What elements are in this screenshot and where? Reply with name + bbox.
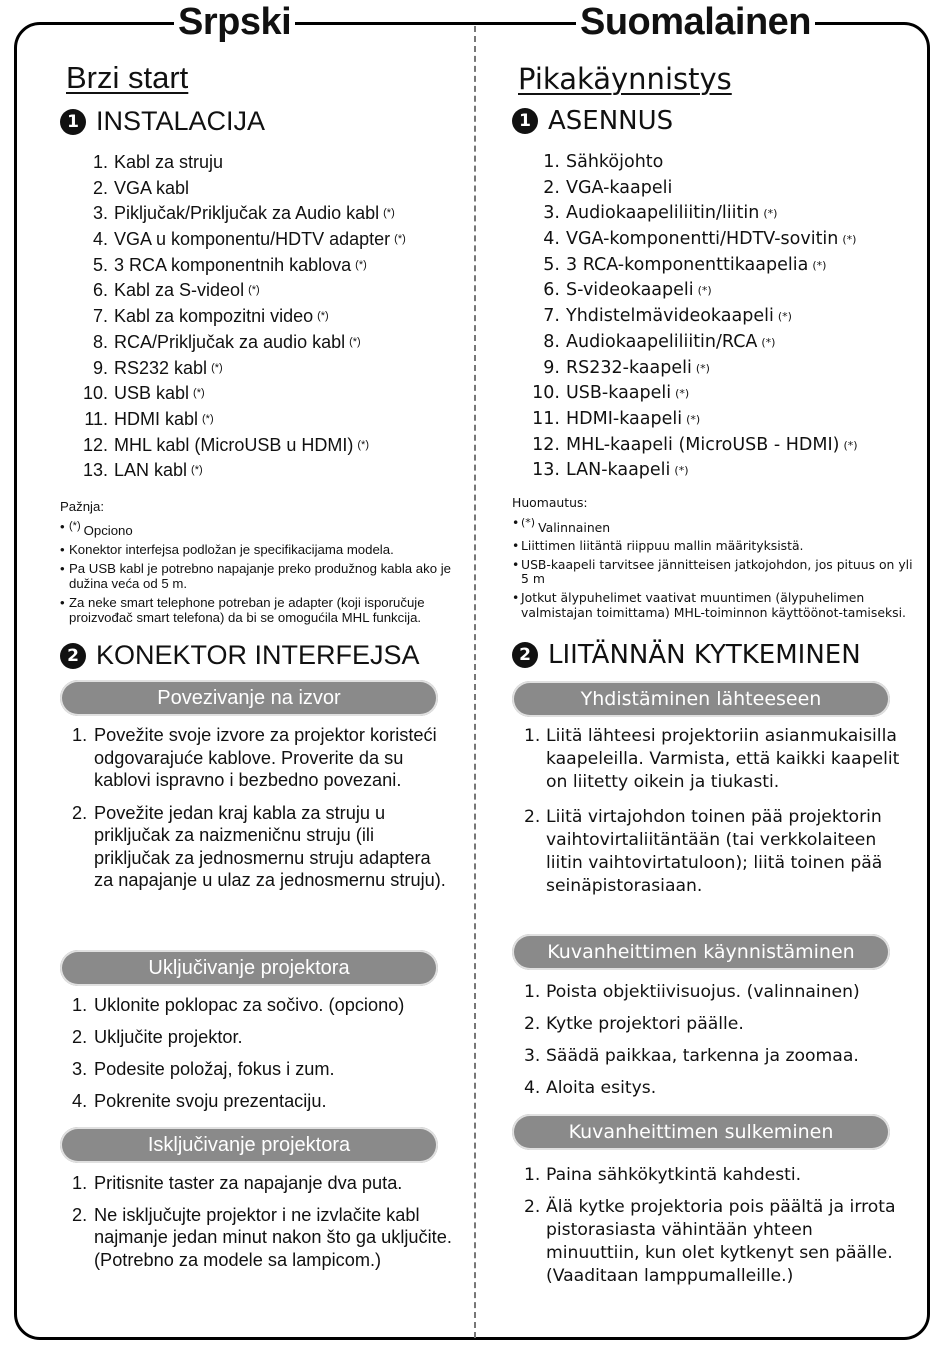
optional-marker: (*): [697, 284, 712, 298]
item-number: 7.: [92, 306, 108, 327]
step-item: [72, 724, 452, 792]
optional-marker: (*): [763, 207, 778, 221]
language-title-finnish: Suomalainen: [576, 0, 815, 44]
item-label: Kabl za struju: [114, 152, 224, 172]
optional-marker: (*): [812, 258, 827, 272]
note-item: [60, 519, 470, 538]
optional-marker: (*): [394, 233, 406, 246]
item-label: Audiokaapeliliitin/RCA: [566, 331, 758, 352]
note-text: Valinnainen: [538, 519, 611, 535]
note-item: [60, 595, 470, 625]
item-number: 2.: [543, 177, 560, 198]
step-item: [524, 1196, 904, 1288]
item-label: VGA u komponentu/HDTV adapter: [114, 229, 391, 250]
cable-item: [72, 176, 406, 202]
cable-item: [72, 433, 406, 459]
item-number: 4.: [92, 229, 108, 250]
bullet: •: [512, 514, 520, 530]
item-number: 9.: [543, 357, 560, 378]
item-number: 10.: [82, 383, 108, 404]
item-label: HDMI kabl: [114, 408, 199, 429]
optional-marker: (*): [686, 412, 701, 426]
section-interface-heading: [60, 640, 420, 671]
step-text: Pritisnite taster za napajanje dva puta.: [94, 1173, 403, 1193]
item-number: 2.: [92, 177, 108, 198]
optional-marker: (*): [777, 310, 792, 324]
step-item: [72, 994, 452, 1017]
power-off-pill: Kuvanheittimen sulkeminen: [512, 1114, 890, 1150]
item-label: RCA/Priključak za audio kabl: [114, 331, 346, 352]
connect-steps: [72, 724, 452, 892]
section-title: INSTALACIJA: [96, 106, 266, 136]
item-label: VGA-kaapeli: [566, 177, 673, 198]
item-label: Piključak/Priključak za Audio kabl: [114, 203, 380, 224]
step-number: 2.: [72, 1204, 88, 1225]
step-number: 4.: [72, 1091, 88, 1111]
item-label: VGA-komponentti/HDTV-sovitin: [566, 229, 839, 250]
step-item: [524, 1164, 904, 1187]
step-item: [524, 1045, 904, 1068]
step-text: Uklonite poklopac za sočivo. (opciono): [94, 995, 405, 1015]
item-number: 5.: [92, 254, 108, 275]
optional-marker: (*): [193, 387, 205, 400]
connect-source-pill: Yhdistäminen lähteeseen: [512, 681, 890, 717]
item-number: 3.: [92, 203, 108, 224]
power-on-pill: Uključivanje projektora: [60, 950, 438, 986]
bullet: •: [60, 542, 65, 557]
item-label: Sähköjohto: [566, 152, 664, 172]
power-on-pill: Kuvanheittimen käynnistäminen: [512, 934, 890, 970]
item-number: 13.: [82, 460, 108, 481]
item-label: LAN kabl: [114, 460, 188, 481]
item-label: 3 RCA-komponenttikaapelia: [566, 254, 809, 275]
optional-marker: (*): [383, 207, 395, 220]
step-text: Säädä paikkaa, tarkenna ja zoomaa.: [546, 1046, 859, 1066]
item-label: HDMI-kaapeli: [566, 408, 683, 429]
cable-item: [72, 356, 406, 382]
section-title: KONEKTOR INTERFEJSA: [96, 640, 420, 670]
optional-marker: (*): [355, 258, 367, 271]
note-text: Za neke smart telephone potreban je adapter (koji isporučuje proizvođač smart telefona) da bi se omogućila MHL funkcija.: [69, 595, 425, 625]
item-number: 9.: [92, 357, 108, 378]
bullet: •: [60, 595, 65, 610]
cable-list: [72, 150, 406, 484]
cable-item: [72, 330, 406, 356]
step-text: Paina sähkökytkintä kahdesti.: [546, 1165, 802, 1185]
cable-item: [72, 278, 406, 304]
note-item: [60, 561, 470, 591]
optional-marker: (*): [675, 387, 690, 401]
item-number: 11.: [532, 408, 560, 429]
item-label: USB kabl: [114, 383, 190, 404]
connect-source-pill: Povezivanje na izvor: [60, 680, 438, 716]
optional-marker: (*): [317, 310, 329, 323]
item-label: MHL-kaapeli (MicroUSB - HDMI): [566, 434, 840, 455]
notes-block: [60, 499, 470, 629]
step-number: 2.: [524, 1197, 541, 1217]
item-label: VGA kabl: [114, 177, 190, 198]
step-text: Liitä virtajohdon toinen pää projektorin vaihtovirtaliitäntään (tai verkkolaiteen liitin vaihtovirtatuloon); liitä toinen pää seinäpistorasiaan.: [546, 807, 883, 896]
note-text: Liittimen liitäntä riippuu mallin määrityksistä.: [521, 538, 804, 554]
step-item: [72, 1090, 452, 1113]
step-number: 2.: [524, 807, 541, 827]
bullet: •: [512, 589, 520, 605]
item-label: USB-kaapeli: [566, 383, 672, 404]
cable-item: [72, 458, 406, 484]
step-number: 3.: [72, 1059, 88, 1079]
notes-heading: Huomautus:: [512, 495, 588, 510]
item-number: 8.: [92, 331, 108, 352]
bullet: •: [512, 538, 520, 554]
optional-marker: (*): [69, 520, 81, 532]
step-item: [524, 725, 904, 794]
column-divider: [474, 26, 476, 1338]
power-on-steps: [524, 981, 904, 1100]
step-text: Povežite svoje izvore za projektor koristeći odgovarajuće kablove. Proverite da su kablovi ispravno i bezbedno povezani.: [94, 725, 437, 790]
note-text: Jotkut älypuhelimet vaativat muuntimen (älypuhelimen valmistajan toimittama) MHL-toiminnon käyttöönot-tamiseksi.: [521, 589, 906, 620]
cable-item: [72, 407, 406, 433]
optional-marker: (*): [349, 335, 361, 348]
item-number: 5.: [543, 254, 560, 275]
bullet: •: [512, 556, 520, 572]
cable-item: [72, 304, 406, 330]
step-number: 3.: [524, 1046, 541, 1066]
notes-block: [512, 496, 916, 624]
section-title: LIITÄNNÄN KYTKEMINEN: [548, 640, 861, 670]
step-text: Povežite jedan kraj kabla za struju u priključak za naizmeničnu struju (ili priključak za jednosmernu struju adaptera za napajanje u ulaz za jednosmernu struju).: [94, 802, 446, 890]
item-number: 13.: [532, 460, 560, 481]
section-installation-heading: [512, 106, 673, 136]
cable-item: [524, 201, 858, 227]
step-text: Pokrenite svoju prezentaciju.: [94, 1091, 327, 1111]
item-number: 12.: [532, 434, 560, 455]
item-label: LAN-kaapeli: [566, 460, 671, 481]
notes-list: [512, 516, 916, 621]
step-text: Uključite projektor.: [94, 1027, 243, 1047]
optional-marker: (*): [521, 515, 536, 529]
connect-steps: [524, 725, 904, 898]
cable-item: [524, 278, 858, 304]
cable-item: [524, 381, 858, 407]
step-number: 1.: [524, 982, 541, 1002]
step-text: Podesite položaj, fokus i zum.: [94, 1059, 335, 1079]
optional-marker: (*): [191, 464, 203, 477]
cable-item: [72, 253, 406, 279]
item-label: S-videokaapeli: [566, 280, 694, 301]
section-installation-heading: [60, 106, 265, 137]
step-number: 1.: [72, 1173, 88, 1193]
step-number: 2.: [524, 1014, 541, 1034]
bullet: •: [60, 561, 65, 576]
optional-marker: (*): [202, 412, 214, 425]
section-number-badge: 1: [512, 108, 538, 134]
step-text: Liitä lähteesi projektoriin asianmukaisilla kaapeleilla. Varmista, että kaikki kaapelit on liitetty oikein ja tiukasti.: [546, 726, 900, 792]
step-item: [524, 1077, 904, 1100]
section-number-badge: 1: [60, 109, 86, 135]
cable-item: [72, 150, 406, 176]
note-text: Konektor interfejsa podložan je specifikacijama modela.: [69, 542, 394, 557]
step-number: 2.: [72, 802, 88, 823]
step-number: 1.: [72, 725, 88, 745]
optional-marker: (*): [674, 464, 689, 478]
note-item: [512, 558, 916, 587]
optional-marker: (*): [248, 284, 260, 297]
optional-marker: (*): [761, 335, 776, 349]
item-label: MHL kabl (MicroUSB u HDMI): [114, 434, 354, 455]
item-number: 1.: [92, 152, 108, 172]
item-number: 8.: [543, 331, 560, 352]
power-off-steps: [72, 1172, 452, 1271]
item-label: Kabl za kompozitni video: [114, 306, 314, 327]
notes-heading: Pažnja:: [60, 499, 104, 514]
step-item: [524, 981, 904, 1004]
cable-item: [524, 176, 858, 202]
optional-marker: (*): [211, 361, 223, 374]
cable-item: [72, 227, 406, 253]
step-number: 1.: [524, 726, 541, 746]
note-item: [512, 516, 916, 536]
step-text: Kytke projektori päälle.: [546, 1014, 744, 1034]
optional-marker: (*): [695, 361, 710, 375]
step-item: [72, 1026, 452, 1049]
optional-marker: (*): [357, 438, 369, 451]
cable-item: [72, 381, 406, 407]
cable-item: [524, 407, 858, 433]
item-number: 6.: [92, 280, 108, 301]
power-off-pill: Isključivanje projektora: [60, 1127, 438, 1163]
cable-item: [524, 253, 858, 279]
step-item: [524, 1013, 904, 1036]
item-number: 11.: [84, 408, 108, 429]
cable-item: [524, 227, 858, 253]
section-number-badge: 2: [512, 642, 538, 668]
section-interface-heading: [512, 640, 861, 670]
section-number-badge: 2: [60, 643, 86, 669]
item-number: 10.: [532, 383, 560, 404]
power-off-steps: [524, 1164, 904, 1288]
step-item: [72, 1204, 452, 1272]
item-number: 3.: [543, 203, 560, 224]
step-number: 1.: [524, 1165, 541, 1185]
notes-list: [60, 519, 470, 625]
step-text: Poista objektiivisuojus. (valinnainen): [546, 982, 860, 1002]
cable-item: [524, 433, 858, 459]
item-label: Yhdistelmävideokaapeli: [566, 306, 774, 327]
item-label: RS232-kaapeli: [566, 357, 692, 378]
step-number: 4.: [524, 1078, 541, 1098]
item-number: 1.: [543, 152, 560, 172]
cable-item: [524, 150, 858, 176]
step-item: [72, 1058, 452, 1081]
step-item: [72, 802, 452, 892]
step-text: Aloita esitys.: [546, 1078, 657, 1098]
note-item: [512, 591, 916, 620]
note-text: Pa USB kabl je potrebno napajanje preko produžnog kabla ako je dužina veća od 5 m.: [69, 561, 451, 591]
item-number: 7.: [543, 306, 560, 327]
cable-item: [72, 201, 406, 227]
note-item: [60, 542, 470, 557]
optional-marker: (*): [842, 233, 857, 247]
note-text: USB-kaapeli tarvitsee jännitteisen jatkojohdon, jos pituus on yli 5 m: [521, 556, 913, 587]
item-label: Kabl za S-videol: [114, 280, 245, 301]
cable-item: [524, 458, 858, 484]
optional-marker: (*): [843, 438, 858, 452]
item-number: 6.: [543, 280, 560, 301]
step-text: Älä kytke projektoria pois päältä ja irrota pistorasiasta vähintään yhteen minuuttiin, kun olet kytkenyt sen päälle. (Vaaditaan lamppumalleille.): [546, 1197, 896, 1286]
cable-list: [524, 150, 858, 484]
note-text: Opciono: [83, 523, 133, 538]
item-label: 3 RCA komponentnih kablova: [114, 254, 352, 275]
step-item: [72, 1172, 452, 1195]
item-label: RS232 kabl: [114, 357, 208, 378]
cable-item: [524, 356, 858, 382]
bullet: •: [60, 519, 65, 534]
quick-start-heading: Pikakäynnistys: [518, 62, 732, 96]
cable-item: [524, 304, 858, 330]
item-label: Audiokaapeliliitin/liitin: [566, 203, 760, 224]
step-number: 1.: [72, 995, 88, 1015]
section-title: ASENNUS: [548, 106, 674, 136]
note-item: [512, 539, 916, 554]
step-text: Ne isključujte projektor i ne izvlačite kabl najmanje jedan minut nakon što ga uključite. (Potrebno za modele sa lampicom.): [94, 1204, 452, 1270]
quick-start-heading: Brzi start: [66, 60, 189, 95]
cable-item: [524, 330, 858, 356]
power-on-steps: [72, 994, 452, 1113]
item-number: 4.: [543, 229, 560, 250]
step-item: [524, 806, 904, 898]
language-title-serbian: Srpski: [174, 0, 295, 44]
item-number: 12.: [82, 434, 108, 455]
step-number: 2.: [72, 1027, 88, 1047]
